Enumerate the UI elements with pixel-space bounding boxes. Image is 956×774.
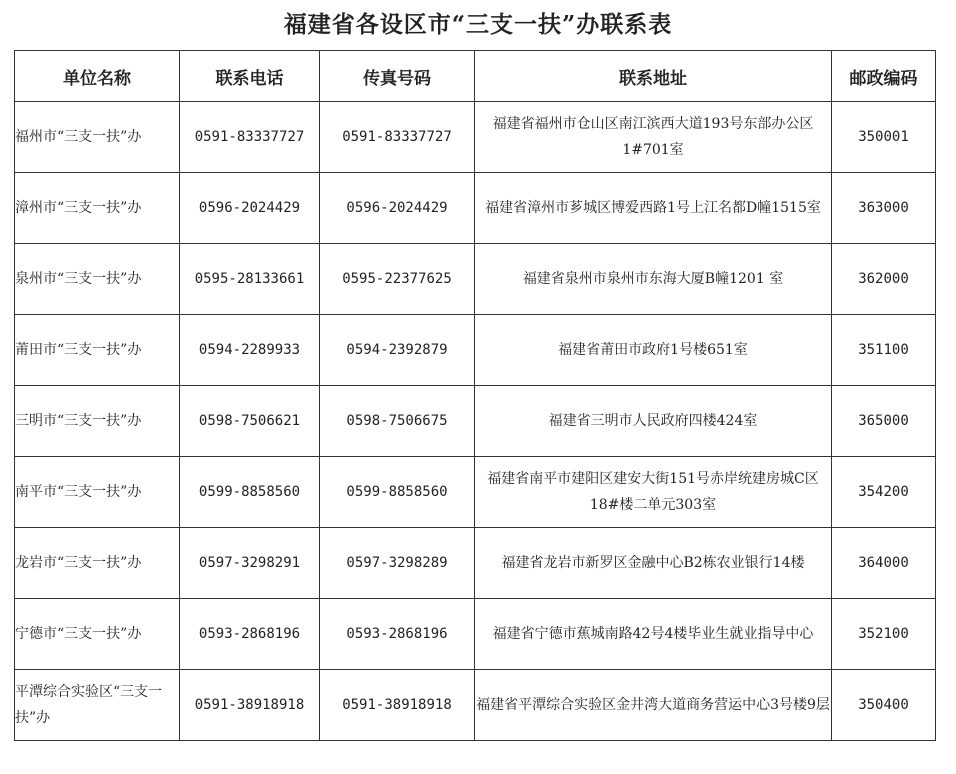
table-row — [15, 102, 936, 173]
cell-unit-name: 福州市“三支一扶”办 — [15, 102, 180, 173]
table-row — [15, 670, 936, 741]
cell-unit-name: 平潭综合实验区“三支一扶”办 — [15, 670, 180, 741]
cell-unit-name: 莆田市“三支一扶”办 — [15, 315, 180, 386]
cell-phone: 0593-2868196 — [180, 599, 320, 670]
cell-zip: 350001 — [832, 102, 936, 173]
cell-zip: 365000 — [832, 386, 936, 457]
page-title: 福建省各设区市“三支一扶”办联系表 — [283, 11, 673, 38]
table-row — [15, 244, 936, 315]
header-zip: 邮政编码 — [832, 51, 936, 102]
cell-fax: 0598-7506675 — [320, 386, 475, 457]
cell-phone: 0594-2289933 — [180, 315, 320, 386]
cell-zip: 362000 — [832, 244, 936, 315]
header-fax: 传真号码 — [320, 51, 475, 102]
cell-address: 福建省龙岩市新罗区金融中心B2栋农业银行14楼 — [475, 528, 832, 599]
cell-phone: 0599-8858560 — [180, 457, 320, 528]
cell-address: 福建省漳州市芗城区博爱西路1号上江名都D幢1515室 — [475, 173, 832, 244]
cell-address: 福建省南平市建阳区建安大街151号赤岸统建房城C区18#楼二单元303室 — [475, 457, 832, 528]
cell-fax: 0594-2392879 — [320, 315, 475, 386]
table-row — [15, 599, 936, 670]
cell-unit-name: 南平市“三支一扶”办 — [15, 457, 180, 528]
header-phone: 联系电话 — [180, 51, 320, 102]
cell-address: 福建省宁德市蕉城南路42号4楼毕业生就业指导中心 — [475, 599, 832, 670]
table-row — [15, 315, 936, 386]
cell-fax: 0593-2868196 — [320, 599, 475, 670]
cell-zip: 354200 — [832, 457, 936, 528]
cell-phone: 0591-83337727 — [180, 102, 320, 173]
cell-address: 福建省莆田市政府1号楼651室 — [475, 315, 832, 386]
cell-unit-name: 漳州市“三支一扶”办 — [15, 173, 180, 244]
cell-zip: 352100 — [832, 599, 936, 670]
cell-phone: 0591-38918918 — [180, 670, 320, 741]
cell-phone: 0595-28133661 — [180, 244, 320, 315]
table-row — [15, 386, 936, 457]
cell-address: 福建省泉州市泉州市东海大厦B幢1201 室 — [475, 244, 832, 315]
cell-unit-name: 宁德市“三支一扶”办 — [15, 599, 180, 670]
cell-unit-name: 三明市“三支一扶”办 — [15, 386, 180, 457]
cell-zip: 351100 — [832, 315, 936, 386]
cell-fax: 0595-22377625 — [320, 244, 475, 315]
cell-fax: 0599-8858560 — [320, 457, 475, 528]
cell-zip: 350400 — [832, 670, 936, 741]
cell-address: 福建省福州市仓山区南江滨西大道193号东部办公区1#701室 — [475, 102, 832, 173]
cell-zip: 364000 — [832, 528, 936, 599]
cell-phone: 0597-3298291 — [180, 528, 320, 599]
cell-fax: 0591-38918918 — [320, 670, 475, 741]
cell-address: 福建省三明市人民政府四楼424室 — [475, 386, 832, 457]
header-unit-name: 单位名称 — [15, 51, 180, 102]
cell-fax: 0596-2024429 — [320, 173, 475, 244]
cell-zip: 363000 — [832, 173, 936, 244]
cell-unit-name: 龙岩市“三支一扶”办 — [15, 528, 180, 599]
table-row — [15, 173, 936, 244]
cell-fax: 0591-83337727 — [320, 102, 475, 173]
cell-address: 福建省平潭综合实验区金井湾大道商务营运中心3号楼9层 — [475, 670, 832, 741]
table-row — [15, 528, 936, 599]
table-row — [15, 457, 936, 528]
table-header-row — [15, 51, 936, 102]
cell-fax: 0597-3298289 — [320, 528, 475, 599]
cell-phone: 0598-7506621 — [180, 386, 320, 457]
cell-phone: 0596-2024429 — [180, 173, 320, 244]
header-address: 联系地址 — [475, 51, 832, 102]
cell-unit-name: 泉州市“三支一扶”办 — [15, 244, 180, 315]
contacts-table — [14, 50, 936, 741]
